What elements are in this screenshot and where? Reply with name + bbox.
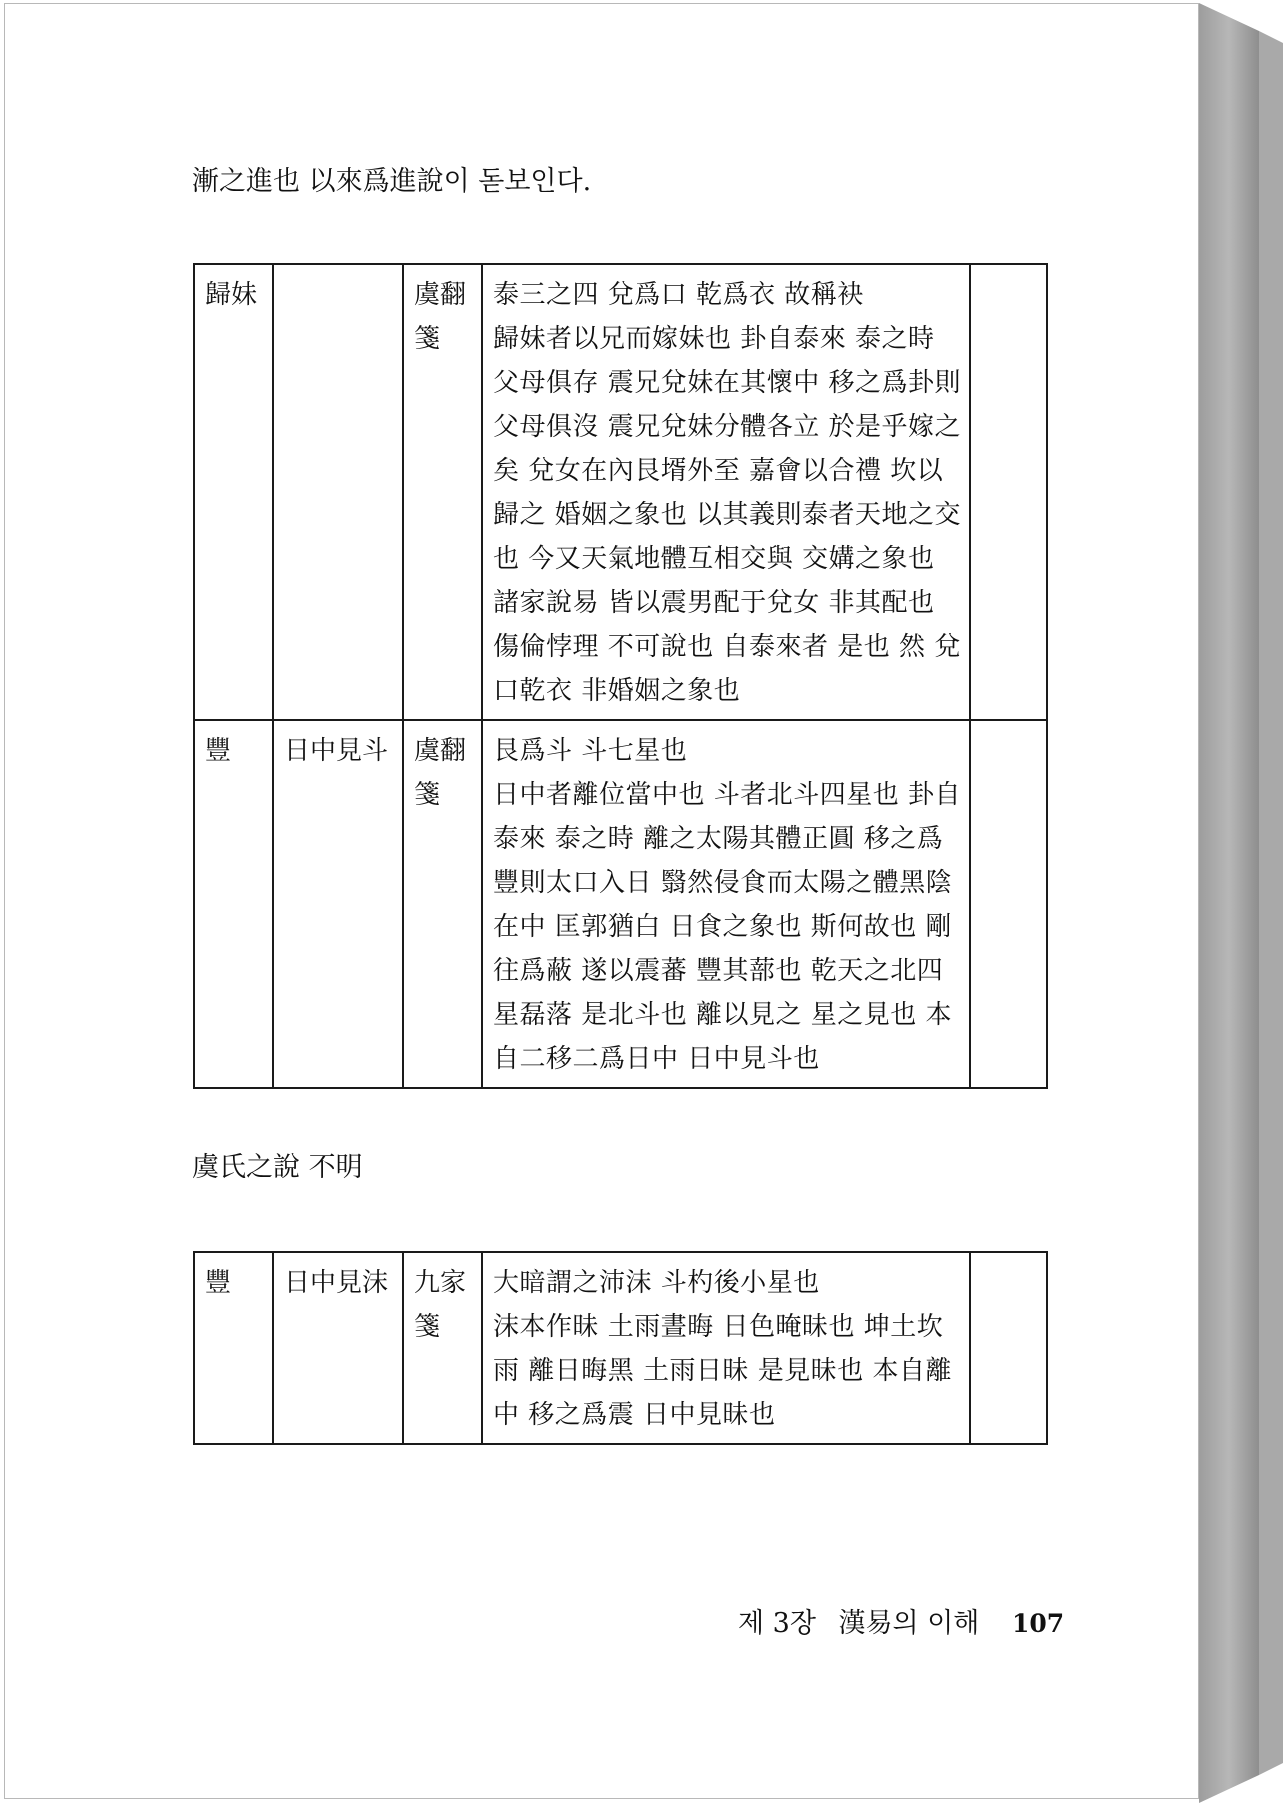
footer-title: 漢易의 이해 bbox=[838, 1608, 980, 1639]
phrase-cell: 日中見斗 bbox=[273, 720, 403, 1088]
source-line: 箋 bbox=[414, 324, 441, 354]
page-footer bbox=[738, 1604, 1064, 1644]
source-line: 箋 bbox=[414, 1312, 441, 1342]
commentary-line: 中 移之爲震 日中見昧也 bbox=[493, 1400, 776, 1430]
commentary-table-1 bbox=[193, 263, 1048, 1089]
commentary-line: 諸家說易 皆以震男配于兌女 非其配也 bbox=[493, 588, 935, 618]
intro-line: 漸之進也 以來爲進說이 돋보인다. bbox=[192, 166, 592, 197]
hexagram-cell: 豐 bbox=[194, 720, 273, 1088]
commentary-line: 歸妹者以兄而嫁妹也 卦自泰來 泰之時 bbox=[493, 324, 935, 354]
note-cell bbox=[970, 720, 1047, 1088]
commentary-line: 豐則太口入日 翳然侵食而太陽之體黑陰 bbox=[493, 868, 953, 898]
commentary-line: 星磊落 是北斗也 離以見之 星之見也 本 bbox=[493, 1000, 953, 1030]
source-cell bbox=[403, 264, 482, 720]
hexagram-cell: 歸妹 bbox=[194, 264, 273, 720]
commentary-line: 口乾衣 非婚姻之象也 bbox=[493, 676, 741, 706]
commentary-line: 歸之 婚姻之象也 以其義則泰者天地之交 bbox=[493, 500, 962, 530]
phrase-cell bbox=[273, 264, 403, 720]
commentary-line: 在中 匡郭猶白 日食之象也 斯何故也 剛 bbox=[493, 912, 953, 942]
table-row bbox=[194, 1252, 1047, 1444]
page-number: 107 bbox=[1011, 1609, 1065, 1638]
hexagram-cell: 豐 bbox=[194, 1252, 273, 1444]
book-spine bbox=[1199, 3, 1283, 1803]
commentary-line: 日中者離位當中也 斗者北斗四星也 卦自 bbox=[493, 780, 962, 810]
source-line: 虞翻 bbox=[414, 736, 467, 766]
commentary-line: 艮爲斗 斗七星也 bbox=[493, 736, 688, 766]
commentary-line: 泰來 泰之時 離之太陽其體正圓 移之爲 bbox=[493, 824, 944, 854]
footer-chapter: 제 3장 bbox=[738, 1608, 816, 1639]
commentary-line: 雨 離日晦黑 土雨日昧 是見昧也 本自離 bbox=[493, 1356, 953, 1386]
commentary-cell bbox=[482, 264, 970, 720]
table-row bbox=[194, 264, 1047, 720]
commentary-line: 沫本作昧 土雨晝晦 日色晻昧也 坤土坎 bbox=[493, 1312, 944, 1342]
table-row bbox=[194, 720, 1047, 1088]
source-line: 箋 bbox=[414, 780, 441, 810]
commentary-line: 泰三之四 兌爲口 乾爲衣 故稱袂 bbox=[493, 280, 864, 310]
commentary-line: 傷倫悖理 不可說也 自泰來者 是也 然 兌 bbox=[493, 632, 961, 662]
commentary-line: 矣 兌女在內艮壻外至 嘉會以合禮 坎以 bbox=[493, 456, 944, 486]
phrase-cell: 日中見沫 bbox=[273, 1252, 403, 1444]
note-cell bbox=[970, 1252, 1047, 1444]
commentary-line: 父母俱存 震兄兌妹在其懷中 移之爲卦則 bbox=[493, 368, 962, 398]
commentary-line: 也 今又天氣地體互相交與 交媾之象也 bbox=[493, 544, 935, 574]
source-cell bbox=[403, 1252, 482, 1444]
note-line: 虞氏之說 不明 bbox=[192, 1152, 363, 1183]
commentary-cell bbox=[482, 720, 970, 1088]
source-cell bbox=[403, 720, 482, 1088]
note-cell bbox=[970, 264, 1047, 720]
source-line: 虞翻 bbox=[414, 280, 467, 310]
commentary-line: 大暗謂之沛沫 斗杓後小星也 bbox=[493, 1268, 820, 1298]
commentary-line: 往爲蔽 遂以震蕃 豐其蔀也 乾天之北四 bbox=[493, 956, 944, 986]
commentary-line: 父母俱沒 震兄兌妹分體各立 於是乎嫁之 bbox=[493, 412, 962, 442]
commentary-cell bbox=[482, 1252, 970, 1444]
source-line: 九家 bbox=[414, 1268, 467, 1298]
commentary-table-2 bbox=[193, 1251, 1048, 1445]
commentary-line: 自二移二爲日中 日中見斗也 bbox=[493, 1044, 820, 1074]
